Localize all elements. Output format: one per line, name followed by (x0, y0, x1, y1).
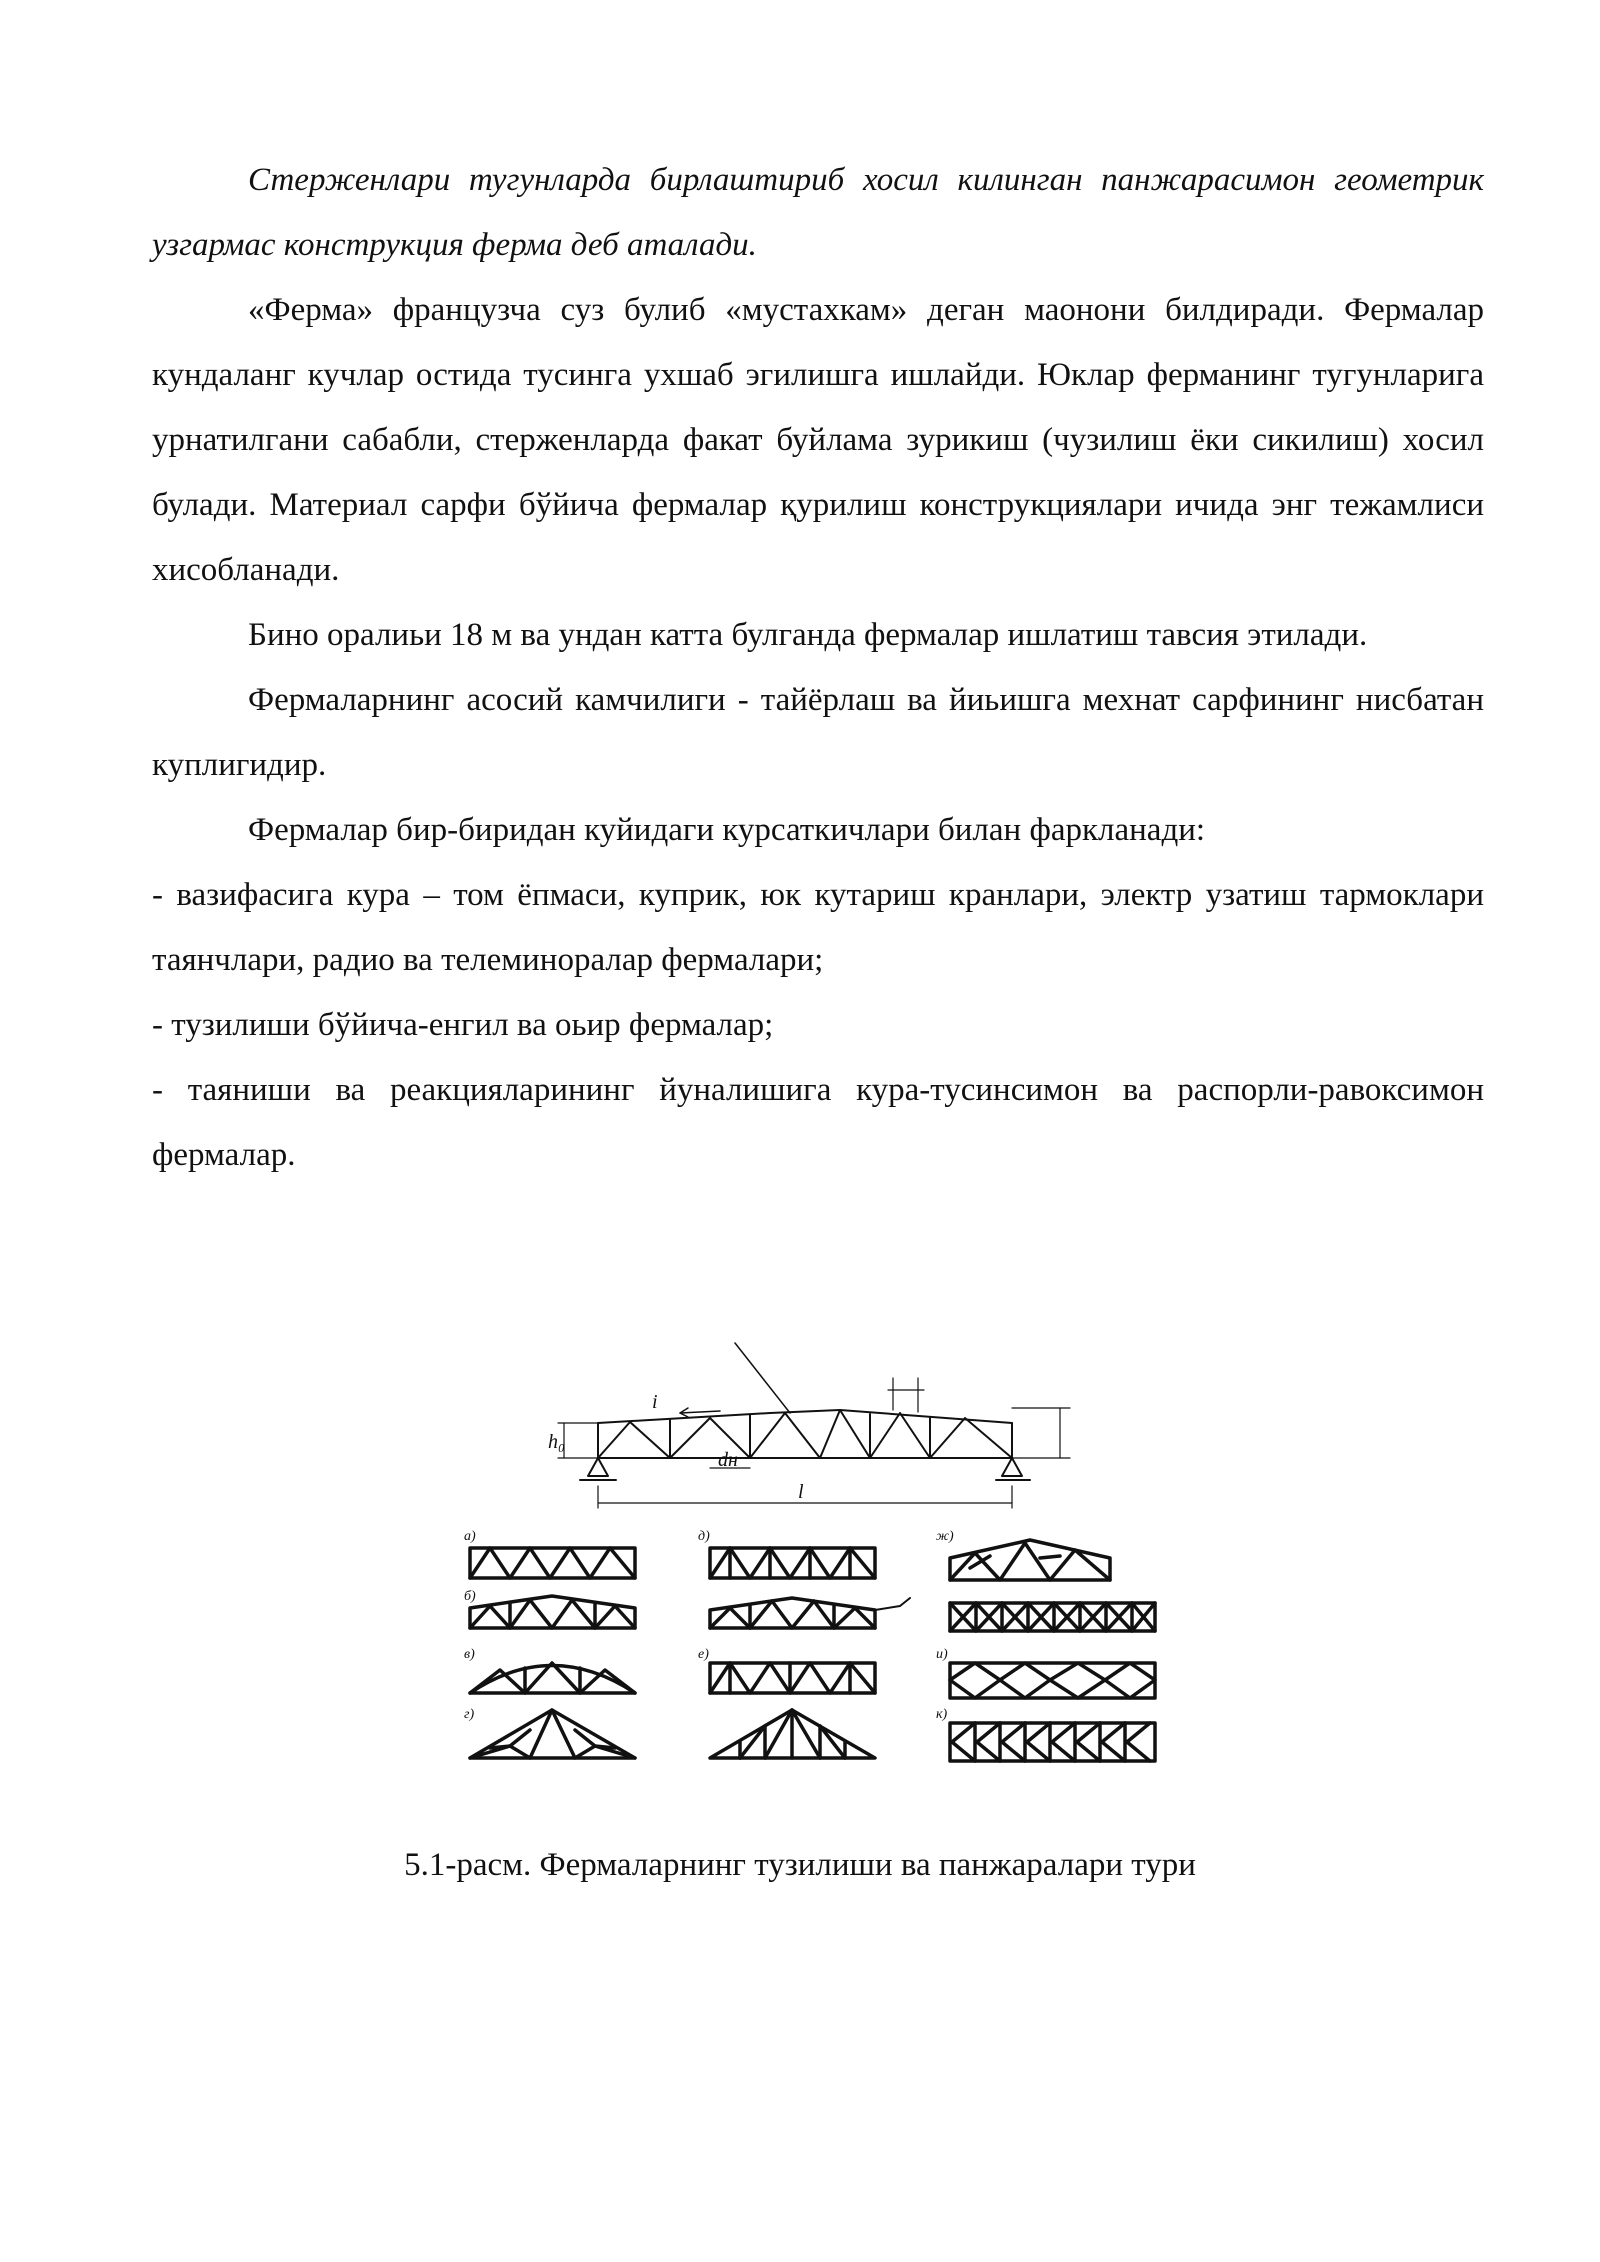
body-text (152, 148, 1484, 1188)
truss-k (950, 1723, 1155, 1761)
truss-d (710, 1548, 875, 1578)
truss-a (470, 1548, 635, 1578)
paragraph-definition: Стерженлари тугунларда бирлаштириб хосил килинган панжарасимон геометрик узгармас конструкция ферма деб аталади. (152, 162, 1484, 263)
label-k: к) (936, 1707, 948, 1722)
truss-b (470, 1596, 635, 1628)
truss-i (950, 1663, 1155, 1698)
label-h0: h₀ (548, 1431, 565, 1453)
label-b: б) (464, 1589, 476, 1604)
truss-diagram (430, 1318, 1210, 1813)
truss-e (710, 1598, 910, 1628)
paragraph-classification: Фермалар бир-биридан куйидаги курсаткичлари билан фаркланади: (248, 812, 1206, 848)
label-zh: ж) (936, 1529, 954, 1544)
truss-figure (430, 1318, 1210, 1813)
label-i: i (652, 1391, 658, 1413)
label-i-panel: и) (936, 1647, 948, 1662)
truss-cross (950, 1603, 1155, 1631)
label-e: е) (698, 1647, 709, 1662)
list-item-structure: - тузилиши бўйича-енгил ва оьир фермалар; (152, 1007, 774, 1043)
paragraph-span: Бино оралиьи 18 м ва ундан катта булганда фермалар ишлатиш тавсия этилади. (248, 617, 1368, 653)
list-item-purpose: - вазифасига кура – том ёпмаси, куприк, юк кутариш кранлари, электр узатиш тармоклари таянчлари, радио ва телеминоралар фермалари; (152, 877, 1484, 978)
paragraph-etymology: «Ферма» французча суз булиб «мустахкам» деган маонони билдиради. Фермалар кундаланг кучлар остида тусинга ухшаб эгилишга ишлайди. Юклар ферманинг тугунларига урнатилгани сабабли, стерженларда факат буйлама зурикиш (чузилиш ёки сикилиш) хосил булади. Материал сарфи бўйича фермалар қурилиш конструкциялари ичида энг тежамлиси хисобланади. (152, 292, 1484, 588)
truss-parallel-2 (710, 1663, 875, 1693)
label-g: г) (464, 1707, 475, 1722)
figure-caption: 5.1-расм. Фермаларнинг тузилиши ва панжаралари тури (404, 1847, 1196, 1883)
truss-triangular-2 (710, 1710, 875, 1758)
label-dn: dн (718, 1449, 738, 1471)
paragraph-drawback: Фермаларнинг асосий камчилиги - тайёрлаш ва йиьишга мехнат сарфининг нисбатан куплигидир. (152, 682, 1484, 783)
label-v: в) (464, 1647, 475, 1662)
list-item-support: - таяниши ва реакцияларининг йуналишига кура-тусинсимон ва распорли-равоксимон фермалар. (152, 1072, 1484, 1173)
label-a: а) (464, 1529, 476, 1544)
label-l: l (798, 1481, 804, 1503)
truss-zh (950, 1540, 1110, 1580)
label-d: д) (698, 1529, 710, 1544)
truss-g (470, 1710, 635, 1758)
truss-v (470, 1663, 635, 1693)
main-truss (558, 1343, 1070, 1508)
